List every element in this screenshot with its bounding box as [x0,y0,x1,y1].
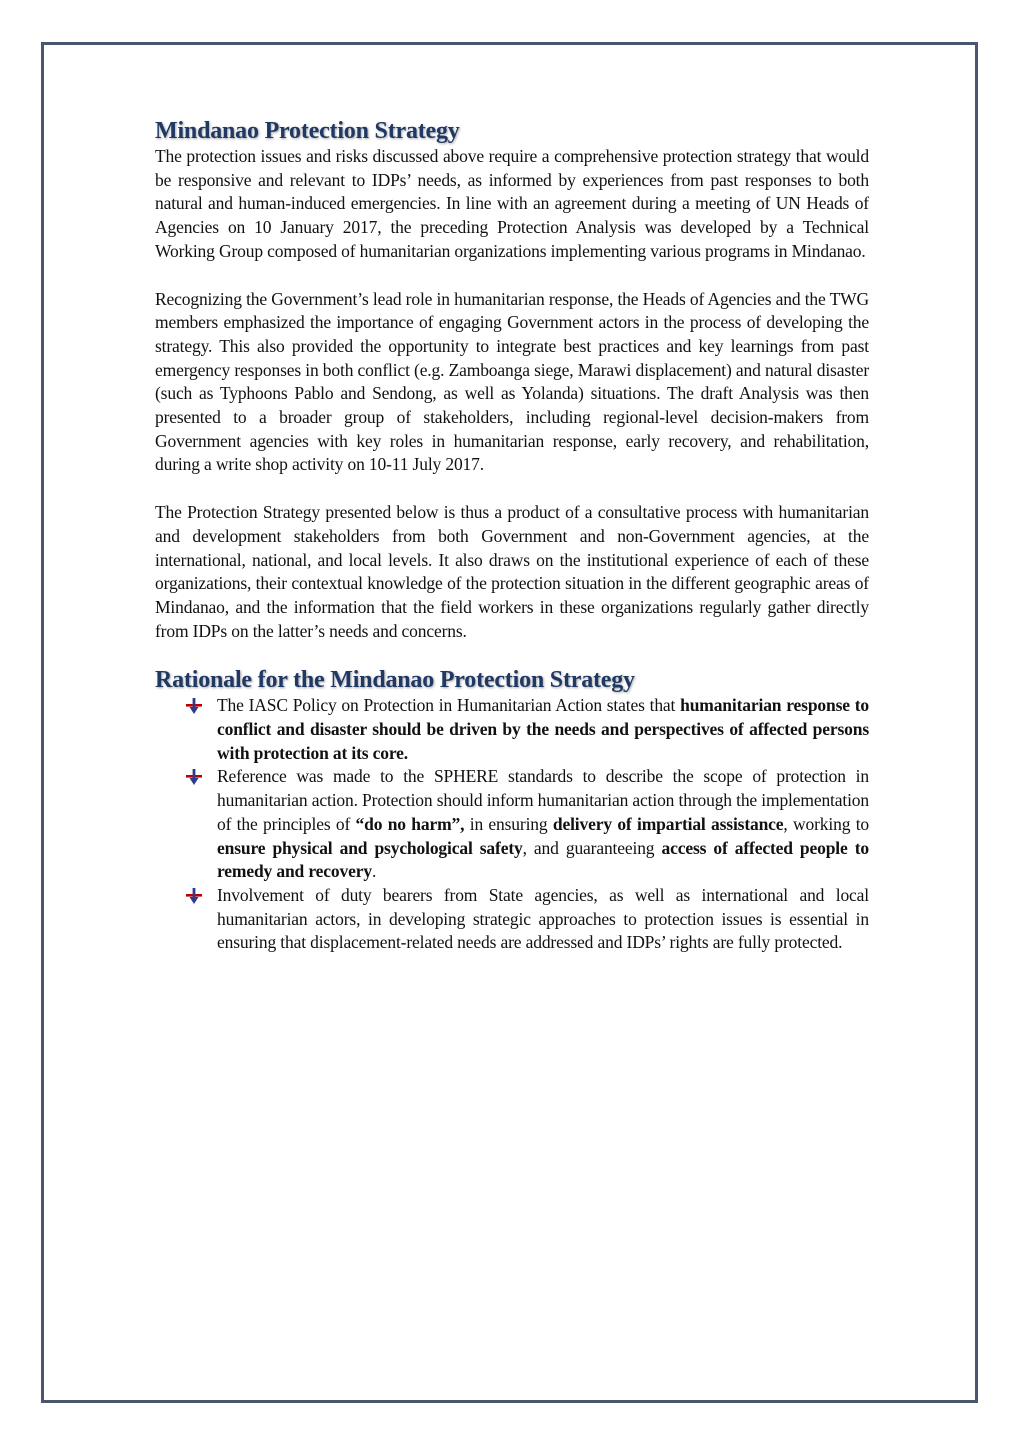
document-content [155,118,869,955]
bullet-emphasis: “do no harm”, [355,813,465,834]
bullet-emphasis: ensure physical and psychological safety [217,837,523,858]
bullet-text: , working to [783,813,870,834]
bullet-text: Reference was made to the SPHERE standards to describe the scope of protection in humanitarian action. Protection should inform humanitarian action through the implementation of the principles of [217,766,870,834]
rationale-bullet-list [155,694,869,955]
section-heading-rationale: Rationale for the Mindanao Protection Strategy [155,667,635,694]
body-paragraph: The protection issues and risks discussed above require a comprehensive protection strategy that would be responsive and relevant to IDPs’ needs, as informed by experiences from past responses to both natural and human-induced emergencies. In line with an agreement during a meeting of UN Heads of Agencies on 10 January 2017, the preceding Protection Analysis was developed by a Technical Working Group composed of humanitarian organizations implementing various programs in Mindanao. [155,146,869,261]
bullet-item [217,694,869,765]
bullet-emphasis: delivery of impartial assistance [552,813,784,834]
bullet-text: The IASC Policy on Protection in Humanitarian Action states that [217,695,681,716]
bullet-emphasis: humanitarian response to conflict and disaster should be driven by the needs and perspectives of affected persons with protection at its core. [217,695,869,763]
arrow-down-bullet-icon [185,887,203,905]
section-heading-strategy: Mindanao Protection Strategy [155,118,460,144]
bullet-text: in ensuring [464,813,553,834]
bullet-emphasis: access of affected people to remedy and recovery [217,837,870,882]
bullet-item [217,765,869,884]
arrow-down-bullet-icon [185,697,203,715]
bullet-text: Involvement of duty bearers from State agencies, as well as international and local humanitarian actors, in developing strategic approaches to protection issues is essential in ensuring that displacement-related needs are addressed and IDPs’ rights are fully protected. [217,884,869,953]
bullet-text: , and guaranteeing [522,837,662,858]
arrow-down-bullet-icon [185,768,203,786]
bullet-text: . [371,861,377,882]
body-paragraph: Recognizing the Government’s lead role in humanitarian response, the Heads of Agencies and the TWG members emphasized the importance of engaging Government actors in the process of developing the strategy. This also provided the opportunity to integrate best practices and key learnings from past emergency responses in both conflict (e.g. Zamboanga siege, Marawi displacement) and natural disaster (such as Typhoons Pablo and Sendong, as well as Yolanda) situations. The draft Analysis was then presented to a broader group of stakeholders, including regional-level decision-makers from Government agencies with key roles in humanitarian response, early recovery, and rehabilitation, during a write shop activity on 10-11 July 2017. [155,288,869,475]
bullet-item [217,884,869,955]
body-paragraph: The Protection Strategy presented below is thus a product of a consultative process with humanitarian and development stakeholders from both Government and non-Government agencies, at the international, national, and local levels. It also draws on the institutional experience of each of these organizations, their contextual knowledge of the protection situation in the different geographic areas of Mindanao, and the information that the field workers in these organizations regularly gather directly from IDPs on the latter’s needs and concerns. [155,502,869,641]
